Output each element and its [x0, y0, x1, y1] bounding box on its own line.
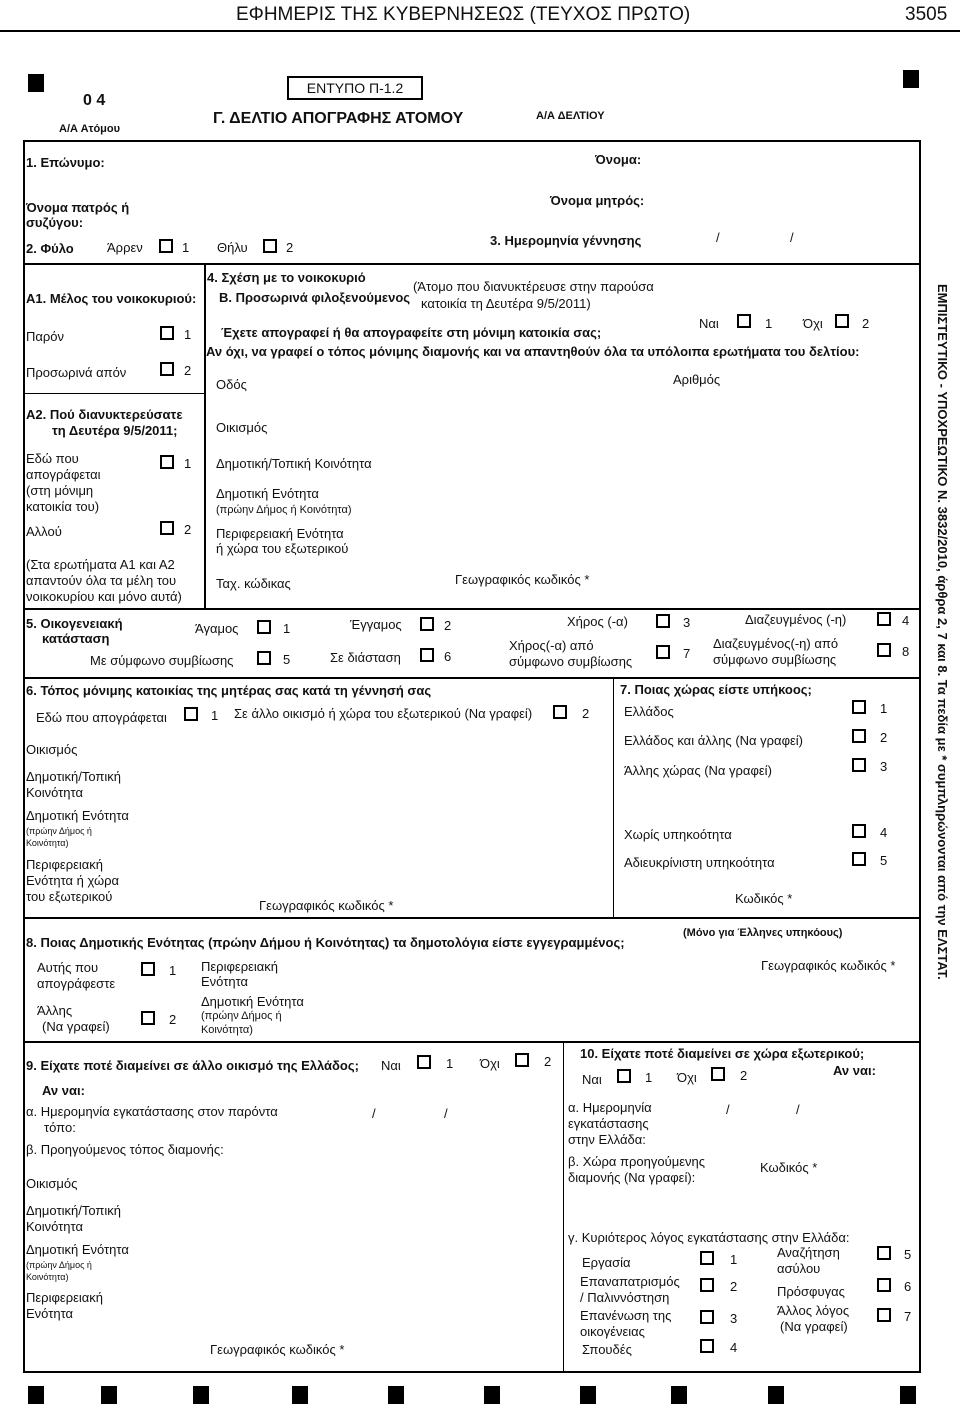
code-1: 1 — [730, 1252, 738, 1267]
registration-mark — [903, 70, 919, 88]
q5-separated-checkbox[interactable] — [420, 648, 434, 662]
q4-regional-unit-label: Περιφερειακή Ενότητα — [216, 526, 344, 541]
code-8: 8 — [902, 644, 910, 659]
registration-mark — [671, 1386, 687, 1404]
section-rule — [23, 677, 921, 679]
code-1: 1 — [645, 1070, 653, 1085]
q9-if-yes: Αν ναι: — [42, 1083, 85, 1098]
a1-present-label: Παρόν — [26, 329, 65, 344]
code-2: 2 — [544, 1054, 552, 1069]
a2-elsewhere-label: Αλλού — [26, 524, 62, 539]
q10-studies-label: Σπουδές — [582, 1342, 632, 1357]
registration-mark — [580, 1386, 596, 1404]
q8-this-label-2: απογράφεστε — [37, 976, 116, 991]
frame-left — [23, 140, 25, 1372]
q9-title: 9. Είχατε ποτέ διαμείνει σε άλλο οικισμό της Ελλάδος; — [26, 1058, 359, 1073]
q7-stateless-label: Χωρίς υπηκοότητα — [624, 827, 732, 842]
male-checkbox[interactable] — [159, 239, 173, 253]
q10-if-yes: Αν ναι: — [833, 1063, 876, 1078]
q10-reason-title: γ. Κυριότερος λόγος εγκατάστασης στην Ελλάδα: — [568, 1230, 850, 1245]
registration-mark — [193, 1386, 209, 1404]
q5-title-2: κατάσταση — [42, 631, 110, 646]
q9-previous-place-label: β. Προηγούμενος τόπος διαμονής: — [26, 1142, 224, 1157]
q10-title: 10. Είχατε ποτέ διαμείνει σε χώρα εξωτερικού; — [580, 1046, 865, 1061]
q7-code-label: Κωδικός * — [735, 891, 793, 906]
q9-community-label-2: Κοινότητα — [26, 1219, 84, 1234]
q5-single-checkbox[interactable] — [257, 620, 271, 634]
q7-other-label: Άλλης χώρας (Να γραφεί) — [624, 763, 772, 778]
date-separator: / — [716, 230, 720, 245]
code-6: 6 — [904, 1279, 912, 1294]
q5-single-label: Άγαμος — [195, 621, 239, 636]
q6-municipal-unit-note-2: Κοινότητα) — [26, 838, 69, 848]
a1-absent-label: Προσωρινά απόν — [26, 365, 127, 380]
code-5: 5 — [904, 1247, 912, 1262]
q10-date-label: α. Ημερομηνία — [568, 1100, 652, 1115]
q6-municipal-unit-label: Δημοτική Ενότητα — [26, 808, 129, 823]
q8-municipal-label: Δημοτική Ενότητα — [201, 994, 304, 1009]
q10-studies-checkbox[interactable] — [700, 1339, 714, 1353]
code-2: 2 — [184, 363, 192, 378]
code-1: 1 — [765, 316, 773, 331]
q4-no-label: Όχι — [803, 316, 823, 331]
date-separator: / — [726, 1102, 730, 1117]
q4-yes-checkbox[interactable] — [737, 314, 751, 328]
q7-other-checkbox[interactable] — [852, 758, 866, 772]
q4-no-checkbox[interactable] — [835, 314, 849, 328]
column-rule — [613, 677, 614, 917]
q4-postal-label: Ταχ. κώδικας — [216, 576, 291, 591]
q4-question: Έχετε απογραφεί ή θα απογραφείτε στη μόνιμη κατοικία σας; — [221, 325, 602, 340]
q10-family-label-2: οικογένειας — [580, 1324, 645, 1339]
q4-b-note-2: κατοικία τη Δευτέρα 9/5/2011) — [421, 296, 591, 311]
code-6: 6 — [444, 649, 452, 664]
q10-repatriation-checkbox[interactable] — [700, 1278, 714, 1292]
a2-here-checkbox[interactable] — [160, 455, 174, 469]
q10-other-checkbox[interactable] — [877, 1308, 891, 1322]
q10-yes-label: Ναι — [582, 1072, 602, 1087]
q6-here-checkbox[interactable] — [184, 707, 198, 721]
q7-title: 7. Ποιας χώρας είστε υπήκοος; — [620, 682, 812, 697]
person-number: 0 4 — [83, 92, 106, 109]
a2-here-label-4: κατοικία του) — [26, 499, 100, 514]
date-separator: / — [796, 1102, 800, 1117]
q5-cohab-checkbox[interactable] — [257, 651, 271, 665]
male-label: Άρρεν — [107, 240, 143, 255]
q9-municipal-label: Δημοτική Ενότητα — [26, 1242, 129, 1257]
registration-mark — [768, 1386, 784, 1404]
surname-label: 1. Επώνυμο: — [26, 155, 105, 170]
q4-yes-label: Ναι — [699, 316, 719, 331]
code-2: 2 — [444, 618, 452, 633]
registration-mark — [388, 1386, 404, 1404]
code-3: 3 — [683, 615, 691, 630]
a2-elsewhere-checkbox[interactable] — [160, 521, 174, 535]
registration-mark — [900, 1386, 916, 1404]
birthdate-label: 3. Ημερομηνία γέννησης — [490, 233, 642, 248]
code-1: 1 — [880, 701, 888, 716]
q5-widowed-checkbox[interactable] — [656, 614, 670, 628]
code-2: 2 — [740, 1068, 748, 1083]
q9-yes-label: Ναι — [381, 1058, 401, 1073]
q6-elsewhere-label: Σε άλλο οικισμό ή χώρα του εξωτερικού (Να γραφεί) — [234, 706, 533, 721]
q8-this-checkbox[interactable] — [141, 962, 155, 976]
q6-settlement-label: Οικισμός — [26, 742, 78, 757]
q10-no-checkbox[interactable] — [711, 1067, 725, 1081]
q4-b-note: (Άτομο που διανυκτέρευσε στην παρούσα — [413, 279, 654, 294]
section-rule — [23, 608, 921, 610]
section-rule — [23, 1041, 921, 1043]
q10-other-label: Άλλος λόγος — [777, 1303, 850, 1318]
q7-stateless-checkbox[interactable] — [852, 824, 866, 838]
q5-divorced-label: Διαζευγμένος (-η) — [745, 612, 847, 627]
q10-refugee-checkbox[interactable] — [877, 1278, 891, 1292]
confidentiality-note: ΕΜΠΙΣΤΕΥΤΙΚΟ - ΥΠΟΧΡΕΩΤΙΚΟ Ν. 3832/2010, άρθρα 2, 7 και 8. Τα πεδία με * συμπληρώνονται από την ΕΛΣΤΑΤ. — [935, 284, 950, 980]
person-number-label: Α/Α Ατόμου — [59, 123, 121, 135]
q6-elsewhere-checkbox[interactable] — [553, 705, 567, 719]
code-1: 1 — [184, 456, 192, 471]
code-2: 2 — [730, 1279, 738, 1294]
registration-mark — [484, 1386, 500, 1404]
date-separator: / — [790, 230, 794, 245]
registration-mark — [101, 1386, 117, 1404]
a1-present-checkbox[interactable] — [160, 326, 174, 340]
code-2: 2 — [582, 706, 590, 721]
registration-mark — [28, 74, 44, 92]
form-title: Γ. ΔΕΛΤΙΟ ΑΠΟΓΡΑΦΗΣ ΑΤΟΜΟΥ — [213, 110, 464, 127]
q4-municipal-unit-note: (πρώην Δήμος ή Κοινότητα) — [216, 504, 352, 516]
code-1: 1 — [283, 621, 291, 636]
q6-municipal-unit-note: (πρώην Δήμος ή — [26, 826, 92, 836]
q6-regional-label-3: του εξωτερικού — [26, 889, 113, 904]
frame-bottom — [23, 1371, 921, 1373]
q9-regional-label: Περιφερειακή — [26, 1290, 104, 1305]
code-2: 2 — [286, 240, 294, 255]
column-rule — [563, 1041, 564, 1371]
q5-married-label: Έγγαμος — [350, 617, 402, 632]
q5-married-checkbox[interactable] — [420, 617, 434, 631]
mother-label: Όνομα μητρός: — [550, 193, 645, 208]
q9-no-label: Όχι — [480, 1056, 500, 1071]
q10-repatriation-label-2: / Παλιννόστηση — [580, 1290, 670, 1305]
column-rule — [204, 263, 206, 609]
q4-municipal-unit-label: Δημοτική Ενότητα — [216, 486, 319, 501]
q8-geo-code-label: Γεωγραφικός κωδικός * — [761, 958, 896, 973]
q4-community-label: Δημοτική/Τοπική Κοινότητα — [216, 456, 372, 471]
q7-undetermined-label: Αδιευκρίνιστη υπηκοότητα — [624, 855, 775, 870]
q4-if-no: Αν όχι, να γραφεί ο τόπος μόνιμης διαμονής και να απαντηθούν όλα τα υπόλοιπα ερωτήματα του δελτίου: — [206, 344, 860, 359]
form-code: ΕΝΤΥΠΟ Π-1.2 — [287, 76, 423, 100]
q10-country-label-2: διαμονής (Να γραφεί): — [568, 1170, 696, 1185]
slip-number-label: Α/Α ΔΕΛΤΙΟΥ — [536, 110, 605, 122]
section-rule — [23, 263, 921, 265]
q6-geo-code-label: Γεωγραφικός κωδικός * — [259, 898, 394, 913]
code-3: 3 — [730, 1311, 738, 1326]
q4-regional-unit-label-2: ή χώρα του εξωτερικού — [216, 541, 349, 556]
q7-greece-other-checkbox[interactable] — [852, 729, 866, 743]
q9-date-label: α. Ημερομηνία εγκατάστασης στον παρόντα — [26, 1104, 278, 1119]
q5-widowed-cohab-label: Χήρος(-α) από — [509, 638, 594, 653]
code-2: 2 — [862, 316, 870, 331]
q9-municipal-note: (πρώην Δήμος ή — [26, 1260, 92, 1270]
q10-refugee-label: Πρόσφυγας — [777, 1284, 845, 1299]
q10-asylum-checkbox[interactable] — [877, 1246, 891, 1260]
a1-title: Α1. Μέλος του νοικοκυριού: — [26, 291, 197, 306]
a2-title: Α2. Πού διανυκτερεύσατε — [26, 407, 183, 422]
code-4: 4 — [880, 825, 888, 840]
code-1: 1 — [446, 1056, 454, 1071]
code-2: 2 — [184, 522, 192, 537]
date-separator: / — [444, 1106, 448, 1121]
page-number: 3505 — [905, 4, 948, 25]
q8-municipal-label-2: (πρώην Δήμος ή — [201, 1010, 282, 1022]
section-rule — [23, 393, 204, 394]
q8-only-greeks: (Μόνο για Έλληνες υπηκόους) — [683, 927, 843, 939]
q10-work-checkbox[interactable] — [700, 1251, 714, 1265]
q4-geo-code-label: Γεωγραφικός κωδικός * — [455, 572, 590, 587]
q8-other-label-2: (Να γραφεί) — [42, 1019, 110, 1034]
code-7: 7 — [683, 646, 691, 661]
a2-here-label-2: απογράφεται — [26, 467, 101, 482]
sex-label: 2. Φύλο — [26, 241, 74, 256]
father-label-2: συζύγου: — [26, 215, 84, 230]
q5-divorced-checkbox[interactable] — [877, 612, 891, 626]
a1-absent-checkbox[interactable] — [160, 362, 174, 376]
code-2: 2 — [169, 1012, 177, 1027]
q6-here-label: Εδώ που απογράφεται — [36, 710, 167, 725]
a2-note-2: απαντούν όλα τα μέλη του — [26, 573, 177, 588]
q8-title: 8. Ποιας Δημοτικής Ενότητας (πρώην Δήμου ή Κοινότητας) τα δημοτολόγια είστε εγγεγραμμένος; — [26, 935, 625, 950]
q5-cohab-label: Με σύμφωνο συμβίωσης — [90, 653, 234, 668]
code-5: 5 — [283, 652, 291, 667]
q8-other-checkbox[interactable] — [141, 1011, 155, 1025]
code-3: 3 — [880, 759, 888, 774]
a2-here-label-3: (στη μόνιμη — [26, 483, 94, 498]
q6-title: 6. Τόπος μόνιμης κατοικίας της μητέρας σας κατά τη γέννησή σας — [26, 683, 432, 698]
female-checkbox[interactable] — [263, 239, 277, 253]
q9-yes-checkbox[interactable] — [417, 1055, 431, 1069]
frame-top — [23, 140, 921, 142]
code-1: 1 — [184, 327, 192, 342]
q5-divorced-cohab-checkbox[interactable] — [877, 643, 891, 657]
q4-street-label: Οδός — [216, 377, 247, 392]
name-label: Όνομα: — [595, 152, 642, 167]
registration-mark — [28, 1386, 44, 1404]
a2-note-3: νοικοκυρίου και μόνο αυτά) — [26, 589, 182, 604]
date-separator: / — [372, 1106, 376, 1121]
journal-title: ΕΦΗΜΕΡΙΣ ΤΗΣ ΚΥΒΕΡΝΗΣΕΩΣ (ΤΕΥΧΟΣ ΠΡΩΤΟ) — [236, 4, 691, 25]
q10-no-label: Όχι — [677, 1070, 697, 1085]
q8-municipal-label-3: Κοινότητα) — [201, 1024, 253, 1036]
q10-date-label-3: στην Ελλάδα: — [568, 1132, 646, 1147]
q10-country-label: β. Χώρα προηγούμενης — [568, 1154, 705, 1169]
q10-family-checkbox[interactable] — [700, 1310, 714, 1324]
q10-code-label: Κωδικός * — [760, 1160, 818, 1175]
q10-date-label-2: εγκατάστασης — [568, 1116, 649, 1131]
q4-title: 4. Σχέση με το νοικοκυριό — [207, 270, 366, 285]
q8-regional-label-2: Ενότητα — [201, 974, 249, 989]
q6-community-label: Δημοτική/Τοπική — [26, 769, 121, 784]
female-label: Θήλυ — [217, 240, 248, 255]
q9-date-label-2: τόπο: — [44, 1120, 76, 1135]
q6-regional-label: Περιφερειακή — [26, 857, 104, 872]
registration-mark — [292, 1386, 308, 1404]
q5-widowed-label: Χήρος (-α) — [567, 614, 628, 629]
q4-b-label: Β. Προσωρινά φιλοξενούμενος — [219, 290, 411, 305]
a2-here-label: Εδώ που — [26, 451, 79, 466]
q5-divorced-cohab-label: Διαζευγμένος(-η) από — [713, 636, 839, 651]
q10-work-label: Εργασία — [582, 1255, 631, 1270]
section-rule — [23, 917, 921, 919]
code-4: 4 — [902, 613, 910, 628]
q7-greece-checkbox[interactable] — [852, 700, 866, 714]
q6-community-label-2: Κοινότητα — [26, 785, 84, 800]
code-1: 1 — [182, 240, 190, 255]
q5-divorced-cohab-label-2: σύμφωνο συμβίωσης — [713, 652, 837, 667]
q10-family-label: Επανένωση της — [580, 1308, 672, 1323]
q9-no-checkbox[interactable] — [515, 1053, 529, 1067]
q10-yes-checkbox[interactable] — [617, 1069, 631, 1083]
q6-regional-label-2: Ενότητα ή χώρα — [26, 873, 120, 888]
header-rule — [0, 30, 960, 32]
a2-title-2: τη Δευτέρα 9/5/2011; — [52, 423, 178, 438]
q7-greece-other-label: Ελλάδος και άλλης (Να γραφεί) — [624, 733, 804, 748]
q4-settlement-label: Οικισμός — [216, 420, 268, 435]
father-label: Όνομα πατρός ή — [26, 200, 130, 215]
code-1: 1 — [211, 708, 219, 723]
q10-asylum-label: Αναζήτηση — [777, 1245, 840, 1260]
q5-widowed-cohab-checkbox[interactable] — [656, 645, 670, 659]
q9-community-label: Δημοτική/Τοπική — [26, 1203, 121, 1218]
q9-settlement-label: Οικισμός — [26, 1176, 78, 1191]
q10-other-label-2: (Να γραφεί) — [780, 1319, 848, 1334]
q9-geo-code-label: Γεωγραφικός κωδικός * — [210, 1342, 345, 1357]
code-1: 1 — [169, 963, 177, 978]
q5-widowed-cohab-label-2: σύμφωνο συμβίωσης — [509, 654, 633, 669]
q5-separated-label: Σε διάσταση — [330, 650, 401, 665]
q5-title: 5. Οικογενειακή — [26, 616, 123, 631]
code-4: 4 — [730, 1340, 738, 1355]
q8-this-label: Αυτής που — [37, 960, 99, 975]
code-5: 5 — [880, 853, 888, 868]
q9-regional-label-2: Ενότητα — [26, 1306, 74, 1321]
q8-regional-label: Περιφερειακή — [201, 959, 279, 974]
q10-repatriation-label: Επαναπατρισμός — [580, 1274, 680, 1289]
a2-note: (Στα ερωτήματα Α1 και Α2 — [26, 557, 175, 572]
code-7: 7 — [904, 1309, 912, 1324]
q8-other-label: Άλλης — [37, 1003, 73, 1018]
frame-right — [919, 140, 921, 1372]
q4-number-label: Αριθμός — [673, 372, 721, 387]
q7-greece-label: Ελλάδος — [624, 704, 674, 719]
q10-asylum-label-2: ασύλου — [777, 1261, 821, 1276]
q7-undetermined-checkbox[interactable] — [852, 852, 866, 866]
q9-municipal-note-2: Κοινότητα) — [26, 1272, 69, 1282]
code-2: 2 — [880, 730, 888, 745]
